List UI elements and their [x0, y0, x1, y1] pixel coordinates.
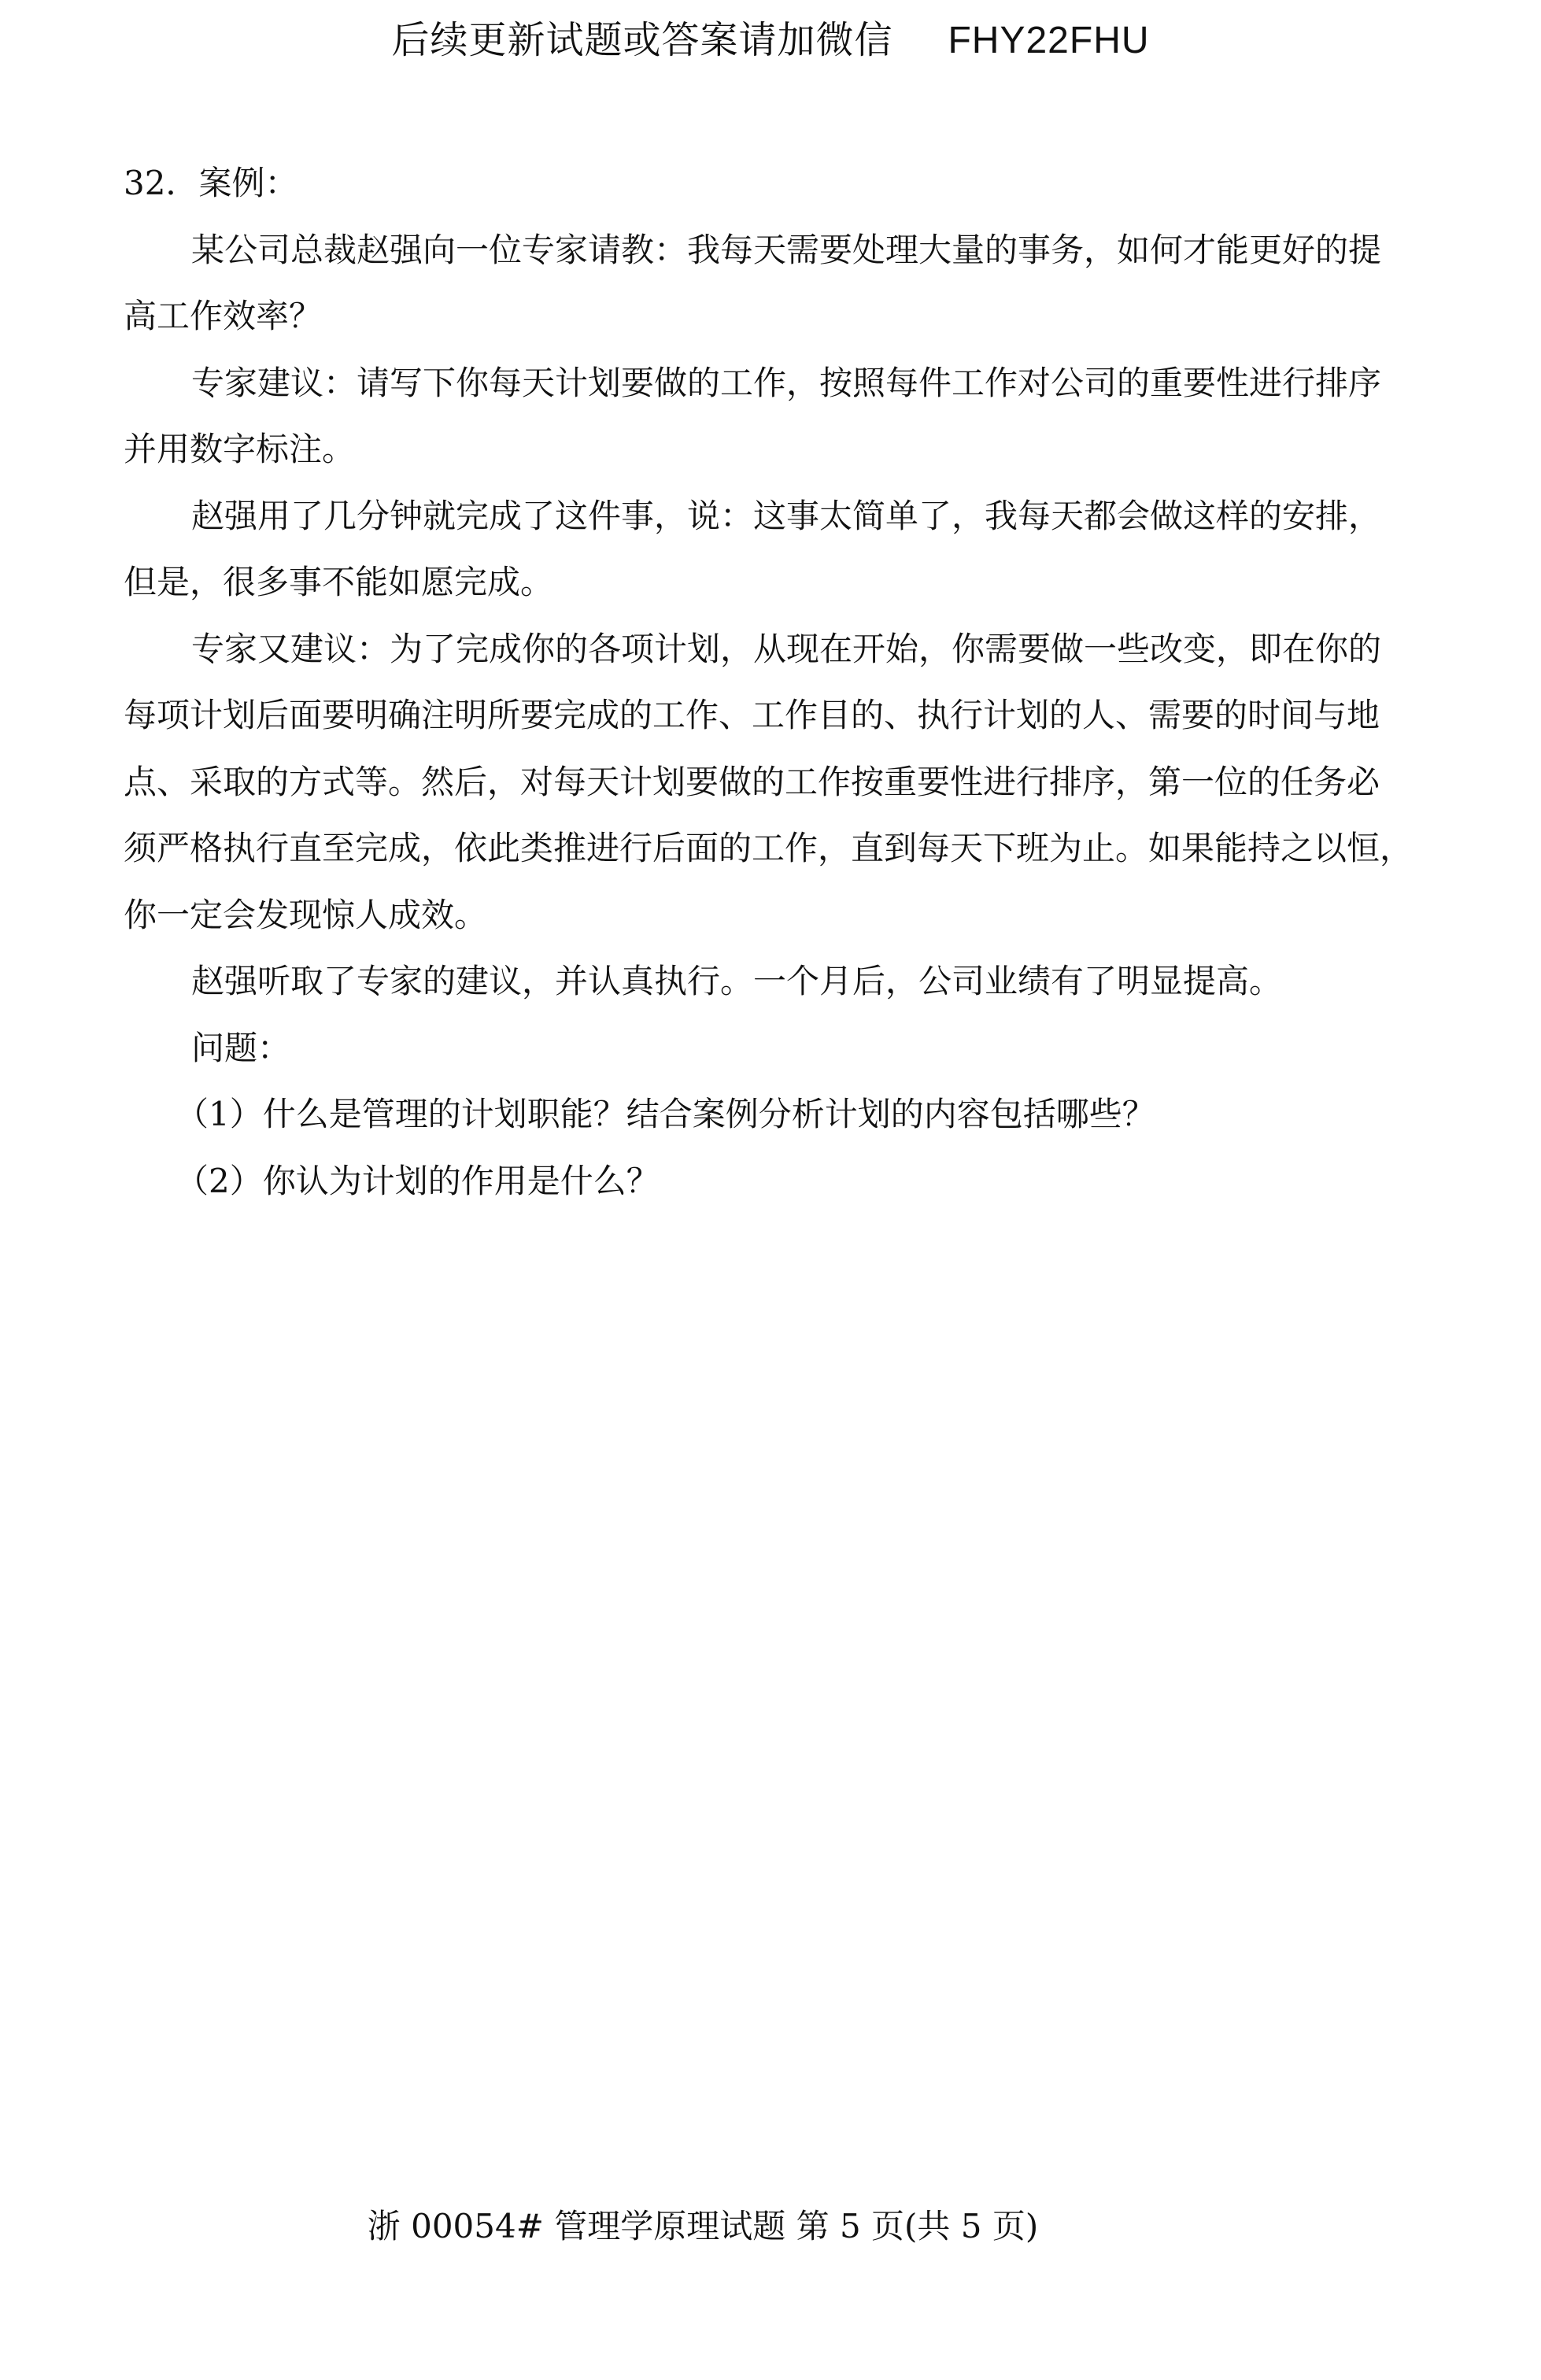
paragraph	[124, 483, 1383, 616]
paragraph	[124, 350, 1383, 483]
header-text: 后续更新试题或答案请加微信	[391, 20, 893, 61]
questions-label: 问题：	[191, 1028, 291, 1067]
text-line: 某公司总裁赵强向一位专家请教：我每天需要处理大量的事务，如何才能更好的提	[191, 230, 1382, 269]
text-line: 高工作效率？	[124, 297, 323, 335]
wechat-id: FHY22FHU	[948, 20, 1150, 61]
text-line: 但是，很多事不能如愿完成。	[124, 563, 554, 601]
paragraph	[124, 217, 1383, 350]
text-line: 并用数字标注。	[124, 430, 356, 468]
question-body	[124, 150, 1414, 1214]
question-number-title: 32．案例：	[124, 164, 298, 202]
text-line: 点、采取的方式等。然后，对每天计划要做的工作按重要性进行排序，第一位的任务必	[124, 762, 1380, 801]
text-line: 专家又建议：为了完成你的各项计划，从现在开始，你需要做一些改变，即在你的	[191, 629, 1382, 668]
sub-question-1: （1）什么是管理的计划职能？结合案例分析计划的内容包括哪些？	[176, 1095, 1155, 1133]
text-line: 赵强听取了专家的建议，并认真执行。一个月后，公司业绩有了明显提高。	[191, 962, 1283, 1000]
sub-question-2: （2）你认为计划的作用是什么？	[176, 1161, 660, 1200]
text-line: 须严格执行直至完成，依此类推进行后面的工作，直到每天下班为止。如果能持之以恒，	[124, 829, 1414, 867]
text-line: 专家建议：请写下你每天计划要做的工作，按照每件工作对公司的重要性进行排序	[191, 363, 1382, 402]
text-line: 每项计划后面要明确注明所要完成的工作、工作目的、执行计划的人、需要的时间与地	[124, 696, 1380, 734]
page-footer: 浙 00054# 管理学原理试题 第 5 页(共 5 页)	[367, 2207, 1039, 2245]
paragraph	[124, 616, 1414, 949]
text-line: 你一定会发现惊人成效。	[124, 895, 488, 934]
paragraph	[124, 948, 1383, 1015]
text-line: 赵强用了几分钟就完成了这件事，说：这事太简单了，我每天都会做这样的安排，	[191, 496, 1382, 535]
page-header-watermark	[0, 9, 1541, 64]
